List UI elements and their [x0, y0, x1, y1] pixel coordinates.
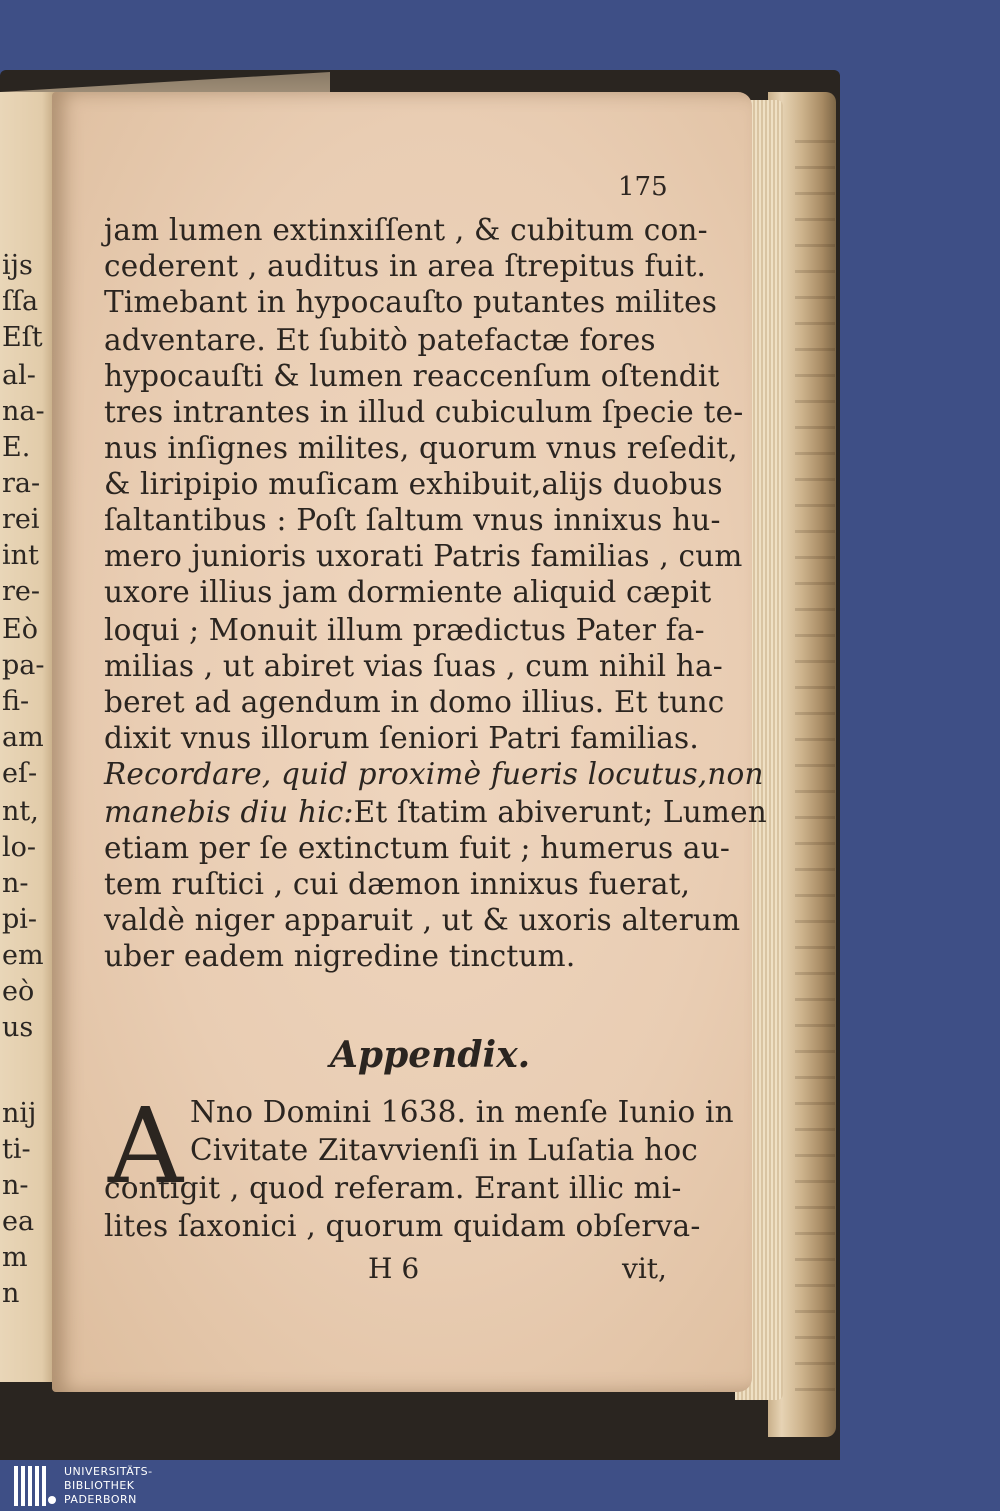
- text-line: milias , ut abiret vias ſuas , cum nihil ha-: [104, 649, 723, 683]
- text-line-mixed: [104, 795, 767, 829]
- spine-texture: [795, 140, 835, 1400]
- italic-phrase: manebis diu hic:: [104, 795, 354, 829]
- library-logo-icon: [12, 1464, 58, 1508]
- text-line: etiam per ſe extinctum fuit ; humerus au-: [104, 831, 731, 865]
- left-page: [0, 92, 60, 1382]
- text-line: tres intrantes in illud cubiculum ſpecie te-: [104, 395, 744, 429]
- left-fragment: E.: [2, 432, 31, 463]
- left-fragment: eò: [2, 976, 35, 1007]
- text-line: jam lumen extinxiſſent , & cubitum con-: [104, 213, 708, 247]
- left-fragment: al-: [2, 360, 36, 391]
- text-line-italic: Recordare, quid proximè fueris locutus,non: [104, 757, 764, 791]
- left-fragment: ti-: [2, 1134, 31, 1165]
- text-line: adventare. Et ſubitò patefactæ fores: [104, 323, 656, 357]
- text-line: mero junioris uxorati Patris familias , cum: [104, 539, 743, 573]
- left-fragment: pi-: [2, 904, 38, 935]
- text-line: dixit vnus illorum ſeniori Patri familias.: [104, 721, 699, 755]
- left-fragment: nt,: [2, 796, 39, 827]
- left-fragment: n-: [2, 868, 29, 899]
- text-line: Timebant in hypocauſto putantes milites: [104, 285, 718, 319]
- text-line: uxore illius jam dormiente aliquid cæpit: [104, 575, 712, 609]
- left-fragment: am: [2, 722, 44, 753]
- text-line: contigit , quod referam. Erant illic mi-: [104, 1171, 682, 1205]
- left-fragment: n: [2, 1278, 20, 1309]
- left-fragment: us: [2, 1012, 34, 1043]
- text-line: uber eadem nigredine tinctum.: [104, 939, 576, 973]
- left-fragment: Eò: [2, 614, 38, 645]
- text-line: cederent , auditus in area ſtrepitus fuit.: [104, 249, 707, 283]
- library-name-line: BIBLIOTHEK: [64, 1479, 135, 1492]
- left-fragment: rei: [2, 504, 40, 535]
- text-line: & liripipio muſicam exhibuit,aliјs duobus: [104, 467, 723, 501]
- left-fragment: n-: [2, 1170, 29, 1201]
- left-fragment: ra-: [2, 468, 41, 499]
- left-fragment: pa-: [2, 650, 45, 681]
- text-line: nus inſignes milites, quorum vnus reſedit,: [104, 431, 738, 465]
- left-fragment: eſ-: [2, 758, 38, 789]
- text-line: Nno Domini 1638. in menſe Iunio in: [190, 1095, 734, 1129]
- text-line: valdè niger apparuit , ut & uxoris alterum: [104, 903, 741, 937]
- text-fragment: Et ſtatim abiverunt; Lumen: [353, 795, 767, 829]
- text-line: beret ad agendum in domo illius. Et tunc: [104, 685, 725, 719]
- signature-mark: H 6: [368, 1252, 420, 1285]
- left-fragment: lo-: [2, 832, 37, 863]
- text-line: hypocauſti & lumen reaccenſum oſtendit: [104, 359, 720, 393]
- left-fragment: na-: [2, 396, 45, 427]
- left-fragment: ijs: [2, 250, 33, 281]
- text-line: lites ſaxonici , quorum quidam obſerva-: [104, 1209, 701, 1243]
- left-fragment: Eſt: [2, 322, 43, 353]
- library-name-line: PADERBORN: [64, 1493, 137, 1506]
- left-fragment: re-: [2, 576, 41, 607]
- text-line: tem ruſtici , cui dæmon innixus fuerat,: [104, 867, 691, 901]
- drop-cap: A: [108, 1085, 184, 1207]
- left-fragment: nij: [2, 1098, 37, 1129]
- left-fragment: m: [2, 1242, 28, 1273]
- left-fragment: ſſa: [2, 286, 39, 317]
- page-number: 175: [618, 172, 668, 202]
- library-name-line: UNIVERSITÄTS-: [64, 1465, 153, 1478]
- text-line: loqui ; Monuit illum prædictus Pater fa-: [104, 613, 705, 647]
- text-line: Civitate Zitavvienſi in Luſatia hoc: [190, 1133, 699, 1167]
- text-line: ſaltantibus : Poſt ſaltum vnus innixus hu-: [104, 503, 721, 537]
- catchword: vit,: [622, 1252, 667, 1285]
- appendix-heading: Appendix.: [330, 1034, 531, 1076]
- left-fragment: ea: [2, 1206, 35, 1237]
- left-fragment: int: [2, 540, 39, 571]
- left-fragment: em: [2, 940, 44, 971]
- left-fragment: fi-: [2, 686, 30, 717]
